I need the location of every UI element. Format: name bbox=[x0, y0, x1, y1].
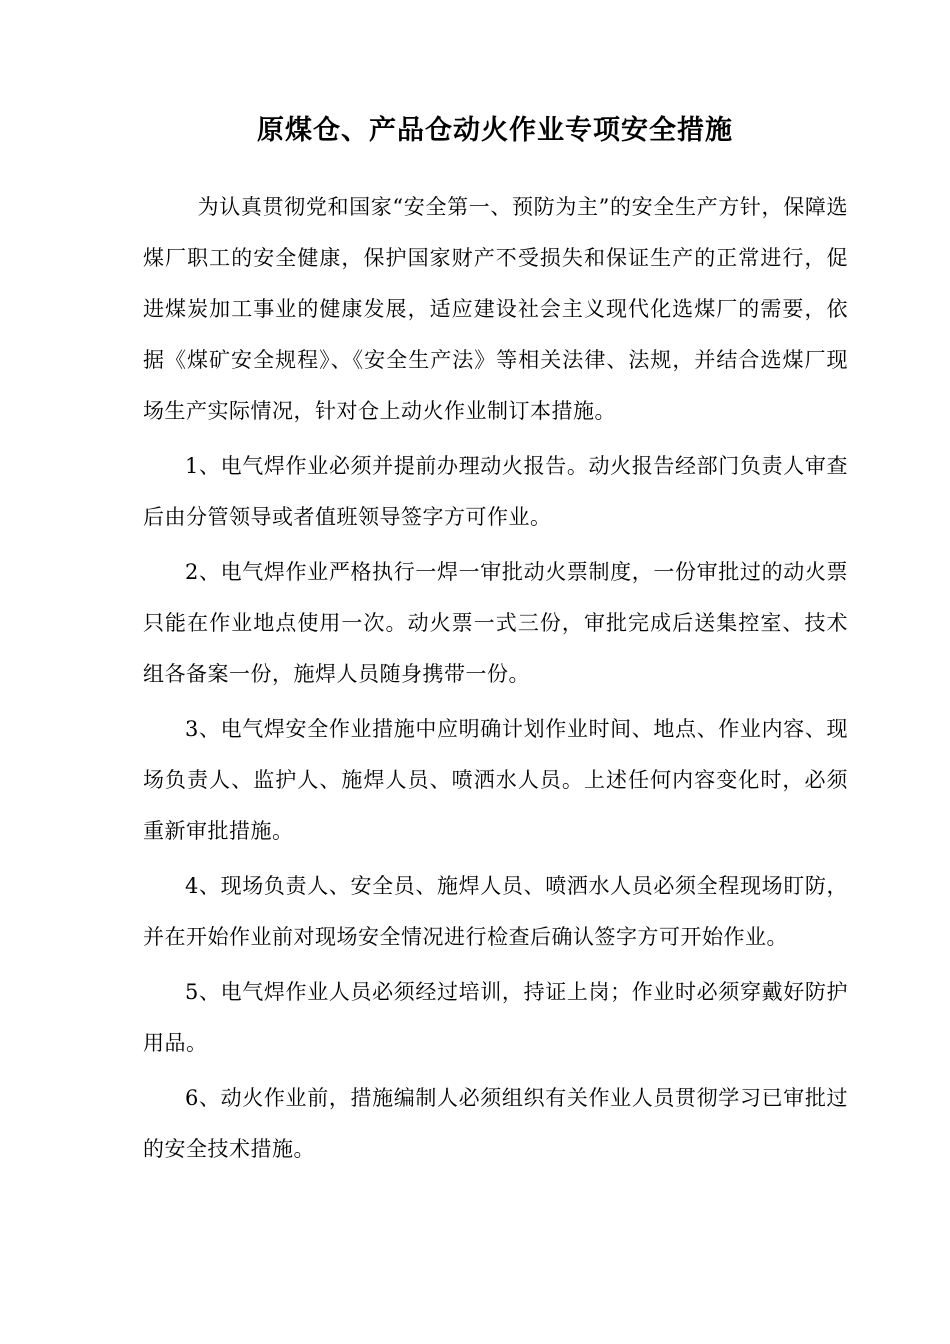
measure-paragraph-1: 1、电气焊作业必须并提前办理动火报告。动火报告经部门负责人审查后由分管领导或者值班领导签字方可作业。 bbox=[143, 454, 848, 529]
measure-paragraph-6: 6、动火作业前，措施编制人必须组织有关作业人员贯彻学习已审批过的安全技术措施。 bbox=[143, 1086, 848, 1161]
document-body bbox=[143, 182, 848, 1179]
measure-paragraph-4: 4、现场负责人、安全员、施焊人员、喷洒水人员必须全程现场盯防，并在开始作业前对现场安全情况进行检查后确认签字方可开始作业。 bbox=[143, 874, 848, 949]
measure-paragraph-5: 5、电气焊作业人员必须经过培训，持证上岗；作业时必须穿戴好防护用品。 bbox=[143, 980, 848, 1055]
intro-paragraph: 为认真贯彻党和国家“安全第一、预防为主”的安全生产方针，保障选煤厂职工的安全健康，保护国家财产不受损失和保证生产的正常进行，促进煤炭加工事业的健康发展，适应建设社会主义现代化选煤厂的需要，依据《煤矿安全规程》、《安全生产法》等相关法律、法规，并结合选煤厂现场生产实际情况，针对仓上动火作业制订本措施。 bbox=[143, 195, 848, 423]
measure-paragraph-2: 2、电气焊作业严格执行一焊一审批动火票制度，一份审批过的动火票只能在作业地点使用一次。动火票一式三份，审批完成后送集控室、技术组各备案一份，施焊人员随身携带一份。 bbox=[143, 560, 848, 686]
measure-paragraph-3: 3、电气焊安全作业措施中应明确计划作业时间、地点、作业内容、现场负责人、监护人、施焊人员、喷洒水人员。上述任何内容变化时，必须重新审批措施。 bbox=[143, 717, 848, 843]
document-title: 原煤仓、产品仓动火作业专项安全措施 bbox=[257, 115, 733, 146]
